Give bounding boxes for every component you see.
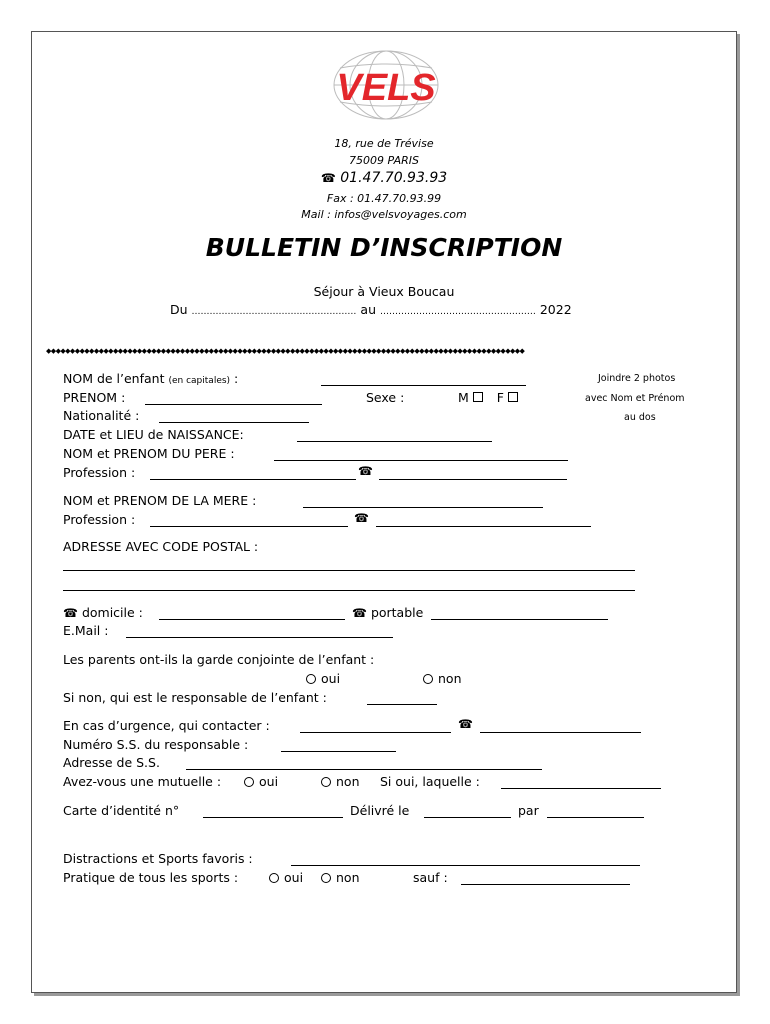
si-oui-laquelle-label: Si oui, laquelle : xyxy=(380,774,480,789)
photo-note-1: Joindre 2 photos xyxy=(598,373,676,384)
portable-field[interactable] xyxy=(431,618,608,620)
sejour-dates xyxy=(170,302,572,317)
garde-oui-option[interactable] xyxy=(306,671,340,686)
nom-enfant-label: NOM de l’enfant xyxy=(63,371,165,386)
garde-non-radio[interactable] xyxy=(423,674,433,684)
tel-mere-field[interactable] xyxy=(376,525,591,527)
adresse-field-2[interactable] xyxy=(63,589,635,591)
phone-number: 01.47.70.93.93 xyxy=(340,170,448,186)
phone-icon: ☎ xyxy=(63,606,78,620)
nom-mere-field[interactable] xyxy=(303,506,543,508)
par-field[interactable] xyxy=(547,816,644,818)
adresse-ss-label: Adresse de S.S. xyxy=(63,755,160,770)
mutuelle-non-label: non xyxy=(336,774,360,789)
address-line-1: 18, rue de Trévise xyxy=(334,137,434,150)
carte-label: Carte d’identité n° xyxy=(63,803,180,818)
phone-icon: ☎ xyxy=(358,464,373,478)
adresse-ss-field[interactable] xyxy=(186,768,542,770)
sauf-label: sauf : xyxy=(413,870,448,885)
mutuelle-oui-label: oui xyxy=(259,774,279,789)
phone-icon: ☎ xyxy=(458,717,473,731)
sejour-year: 2022 xyxy=(539,302,572,317)
garde-non-option[interactable] xyxy=(423,671,462,686)
prenom-label: PRENOM : xyxy=(63,390,126,405)
mutuelle-non-option[interactable] xyxy=(321,774,360,789)
nom-pere-label: NOM et PRENOM DU PERE : xyxy=(63,446,235,461)
mail-line: Mail : infos@velsvoyages.com xyxy=(301,208,467,221)
delivre-field[interactable] xyxy=(424,816,511,818)
distractions-label: Distractions et Sports favoris : xyxy=(63,851,253,866)
nom-enfant-field[interactable] xyxy=(321,384,526,386)
profession-mere-field[interactable] xyxy=(150,525,348,527)
nationalite-label: Nationalité : xyxy=(63,408,140,423)
portable-row xyxy=(352,605,423,620)
nom-enfant-row xyxy=(63,371,238,386)
profession-mere-label: Profession : xyxy=(63,512,136,527)
sauf-field[interactable] xyxy=(461,883,630,885)
diamond-separator: ◆◆◆◆◆◆◆◆◆◆◆◆◆◆◆◆◆◆◆◆◆◆◆◆◆◆◆◆◆◆◆◆◆◆◆◆◆◆◆◆◆◆◆◆◆◆◆◆◆◆◆◆◆◆◆◆◆◆◆◆◆◆◆◆◆◆◆◆◆◆◆◆◆◆◆◆◆◆◆◆◆◆◆◆◆◆◆◆◆◆◆◆◆◆◆◆◆◆◆◆ xyxy=(46,347,525,355)
adresse-label: ADRESSE AVEC CODE POSTAL : xyxy=(63,539,259,554)
photo-note-3: au dos xyxy=(624,412,656,423)
adresse-field-1[interactable] xyxy=(63,569,635,571)
sejour-dots-2: ……………………….…………………… xyxy=(379,307,536,317)
numero-ss-label: Numéro S.S. du responsable : xyxy=(63,737,249,752)
nom-mere-label: NOM et PRENOM DE LA MERE : xyxy=(63,493,257,508)
prenom-field[interactable] xyxy=(145,403,322,405)
profession-pere-label: Profession : xyxy=(63,465,136,480)
mutuelle-label: Avez-vous une mutuelle : xyxy=(63,774,222,789)
page-shadow-bottom xyxy=(34,993,740,996)
sexe-f-label: F xyxy=(496,390,504,405)
delivre-label: Délivré le xyxy=(350,803,410,818)
fax-line: Fax : 01.47.70.93.99 xyxy=(326,192,442,205)
sejour-au: au xyxy=(360,302,376,317)
mutuelle-oui-radio[interactable] xyxy=(244,777,254,787)
mutuelle-non-radio[interactable] xyxy=(321,777,331,787)
domicile-field[interactable] xyxy=(159,618,345,620)
email-field[interactable] xyxy=(126,636,393,638)
domicile-label: domicile : xyxy=(81,605,143,620)
sexe-m-checkbox[interactable] xyxy=(473,392,483,402)
sejour-du: Du xyxy=(170,302,188,317)
nationalite-field[interactable] xyxy=(159,421,309,423)
garde-label: Les parents ont-ils la garde conjointe de l’enfant : xyxy=(63,652,375,667)
si-non-label: Si non, qui est le responsable de l’enfant : xyxy=(63,690,327,705)
phone-line xyxy=(31,170,737,186)
email-label: E.Mail : xyxy=(63,623,109,638)
pratique-non-option[interactable] xyxy=(321,870,360,885)
portable-label: portable xyxy=(370,605,424,620)
domicile-row xyxy=(63,605,143,620)
pratique-label: Pratique de tous les sports : xyxy=(63,870,239,885)
page-title: BULLETIN D’INSCRIPTION xyxy=(205,233,563,262)
pratique-oui-radio[interactable] xyxy=(269,873,279,883)
profession-pere-field[interactable] xyxy=(150,478,356,480)
vels-logo xyxy=(330,48,442,122)
naissance-label: DATE et LIEU de NAISSANCE: xyxy=(63,427,244,442)
nom-pere-field[interactable] xyxy=(274,459,568,461)
en-capitales-note: (en capitales) xyxy=(168,376,231,386)
sejour-label: Séjour à Vieux Boucau xyxy=(313,284,455,299)
sexe-f-checkbox[interactable] xyxy=(508,392,518,402)
sexe-label: Sexe : xyxy=(366,390,405,405)
responsable-field[interactable] xyxy=(367,703,437,705)
pratique-non-label: non xyxy=(336,870,360,885)
garde-oui-radio[interactable] xyxy=(306,674,316,684)
logo-text: VELS xyxy=(336,67,436,109)
distractions-field[interactable] xyxy=(291,864,640,866)
photo-note-2: avec Nom et Prénom xyxy=(585,393,685,404)
numero-ss-field[interactable] xyxy=(281,750,396,752)
phone-icon: ☎ xyxy=(354,511,369,525)
naissance-field[interactable] xyxy=(297,440,492,442)
sexe-options xyxy=(458,390,518,405)
urgence-label: En cas d’urgence, qui contacter : xyxy=(63,718,270,733)
phone-icon: ☎ xyxy=(352,606,367,620)
garde-non-label: non xyxy=(438,671,462,686)
pratique-non-radio[interactable] xyxy=(321,873,331,883)
carte-field[interactable] xyxy=(203,816,343,818)
nom-enfant-colon: : xyxy=(234,371,239,386)
sexe-m-label: M xyxy=(458,390,469,405)
page-shadow-right xyxy=(737,34,740,996)
pratique-oui-label: oui xyxy=(284,870,304,885)
urgence-tel-field[interactable] xyxy=(480,731,641,733)
sejour-dots-1: ……………………………….……………… xyxy=(191,307,357,317)
par-label: par xyxy=(518,803,539,818)
garde-oui-label: oui xyxy=(321,671,341,686)
address-line-2: 75009 PARIS xyxy=(349,154,419,167)
mutuelle-laquelle-field[interactable] xyxy=(501,787,661,789)
phone-icon: ☎ xyxy=(320,171,336,185)
tel-pere-field[interactable] xyxy=(379,478,567,480)
urgence-field[interactable] xyxy=(300,731,451,733)
mutuelle-oui-option[interactable] xyxy=(244,774,278,789)
pratique-oui-option[interactable] xyxy=(269,870,303,885)
